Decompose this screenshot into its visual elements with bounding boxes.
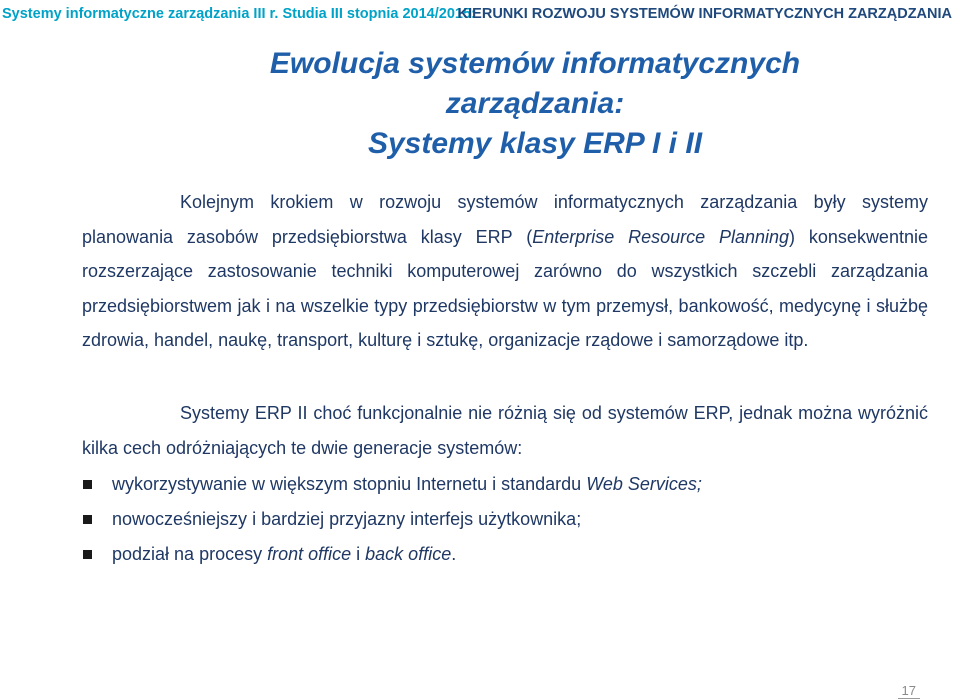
square-bullet-icon [83,480,92,489]
bullet-1-text-a: wykorzystywanie w większym stopniu Internetu i standardu [112,474,587,494]
page-number-underline [898,698,920,699]
bullet-2-text: nowocześniejszy i bardziej przyjazny interfejs użytkownika; [112,509,582,529]
bullet-3-italic-a: front office [267,544,352,564]
slide-title-line-2: Systemy klasy ERP I i II [367,127,703,160]
slide-title [190,44,880,164]
paragraph-1-text-b: ) konsekwentnie rozszerzające zastosowanie techniki komputerowej zarówno do wszystkich szczebli zarządzania przedsiębiorstwem jak i na wszelkie typy przedsiębiorstw w tym przemysł, bankowość, medycynę i służbę zdrowia, handel, naukę, transport, kulturę i sztukę, organizacje rządowe i samorządowe itp. [82,226,928,350]
bullet-1-italic: Web Services; [586,474,702,494]
list-item [82,537,928,572]
header-section-title: KIERUNKI ROZWOJU SYSTEMÓW INFORMATYCZNYCH ZARZĄDZANIA [457,6,952,22]
page-number: 17 [901,683,916,698]
feature-bullet-list [82,467,928,572]
paragraph-1-italic: Enterprise Resource Planning [532,226,790,247]
list-item [82,502,928,537]
slide-header [0,3,960,25]
slide-title-line-1: Ewolucja systemów informatycznych zarządzania: [269,47,801,120]
square-bullet-icon [83,550,92,559]
bullet-3-italic-b: back office [365,544,452,564]
list-item [82,467,928,502]
paragraph-2-text: Systemy ERP II choć funkcjonalnie nie różnią się od systemów ERP, jednak można wyróżnić kilka cech odróżniających te dwie generacje systemów: [82,403,928,458]
bullet-3-text-c: . [451,544,457,564]
paragraph-erp-intro [82,185,928,358]
paragraph-erp-ii [82,396,928,465]
header-course-title: Systemy informatyczne zarządzania III r. Studia III stopnia 2014/2015: [2,6,476,22]
bullet-3-text-a: podział na procesy [112,544,268,564]
paragraph-1-text-a: Kolejnym krokiem w rozwoju systemów informatycznych zarządzania były systemy planowania zasobów przedsiębiorstwa klasy ERP ( [82,192,928,247]
square-bullet-icon [83,515,92,524]
bullet-3-text-b: i [351,544,366,564]
